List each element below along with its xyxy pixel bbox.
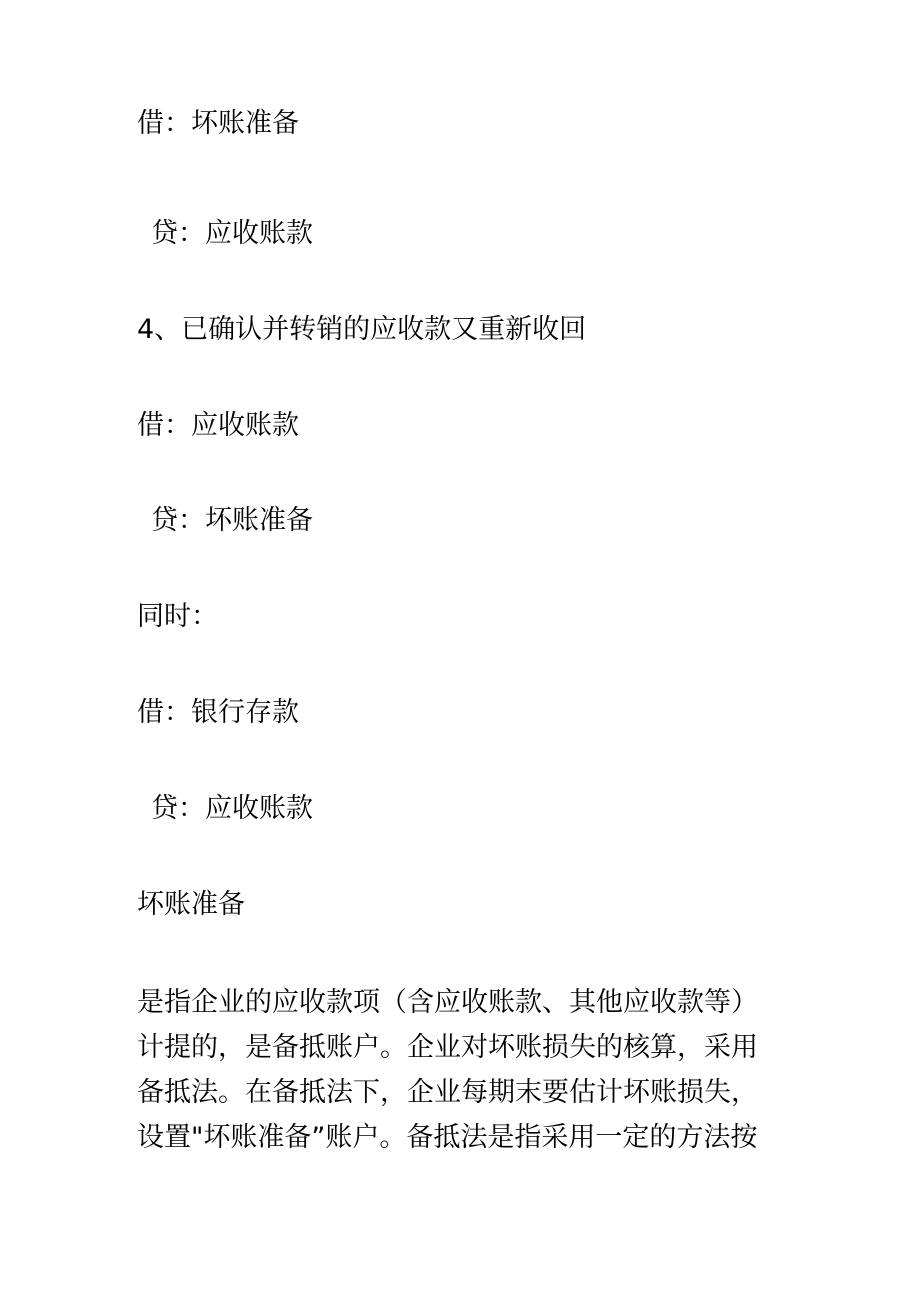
- paragraph-line: 计提的，是备抵账户。企业对坏账损失的核算，采用: [137, 1032, 758, 1063]
- paragraph-line: 是指企业的应收款项（含应收账款、其他应收款等）: [137, 987, 758, 1018]
- definition-paragraph: [137, 980, 789, 1160]
- journal-debit-accounts-receivable: 借：应收账款: [137, 410, 299, 441]
- at-the-same-time-label: 同时：: [137, 601, 218, 632]
- paragraph-line: 设置"坏账准备”账户。备抵法是指采用一定的方法按: [137, 1122, 758, 1153]
- journal-credit-accounts-receivable-2: 贷：应收账款: [151, 793, 313, 824]
- paragraph-line: 备抵法。在备抵法下，企业每期末要估计坏账损失，: [137, 1077, 758, 1108]
- journal-credit-accounts-receivable: 贷：应收账款: [151, 218, 313, 249]
- term-heading-bad-debt-reserve: 坏账准备: [137, 889, 245, 920]
- journal-credit-bad-debt-reserve: 贷：坏账准备: [151, 505, 313, 536]
- section-heading-4: 4、已确认并转销的应收款又重新收回: [137, 314, 587, 345]
- journal-debit-bank-deposit: 借：银行存款: [137, 697, 299, 728]
- journal-debit-bad-debt-reserve: 借：坏账准备: [137, 108, 299, 139]
